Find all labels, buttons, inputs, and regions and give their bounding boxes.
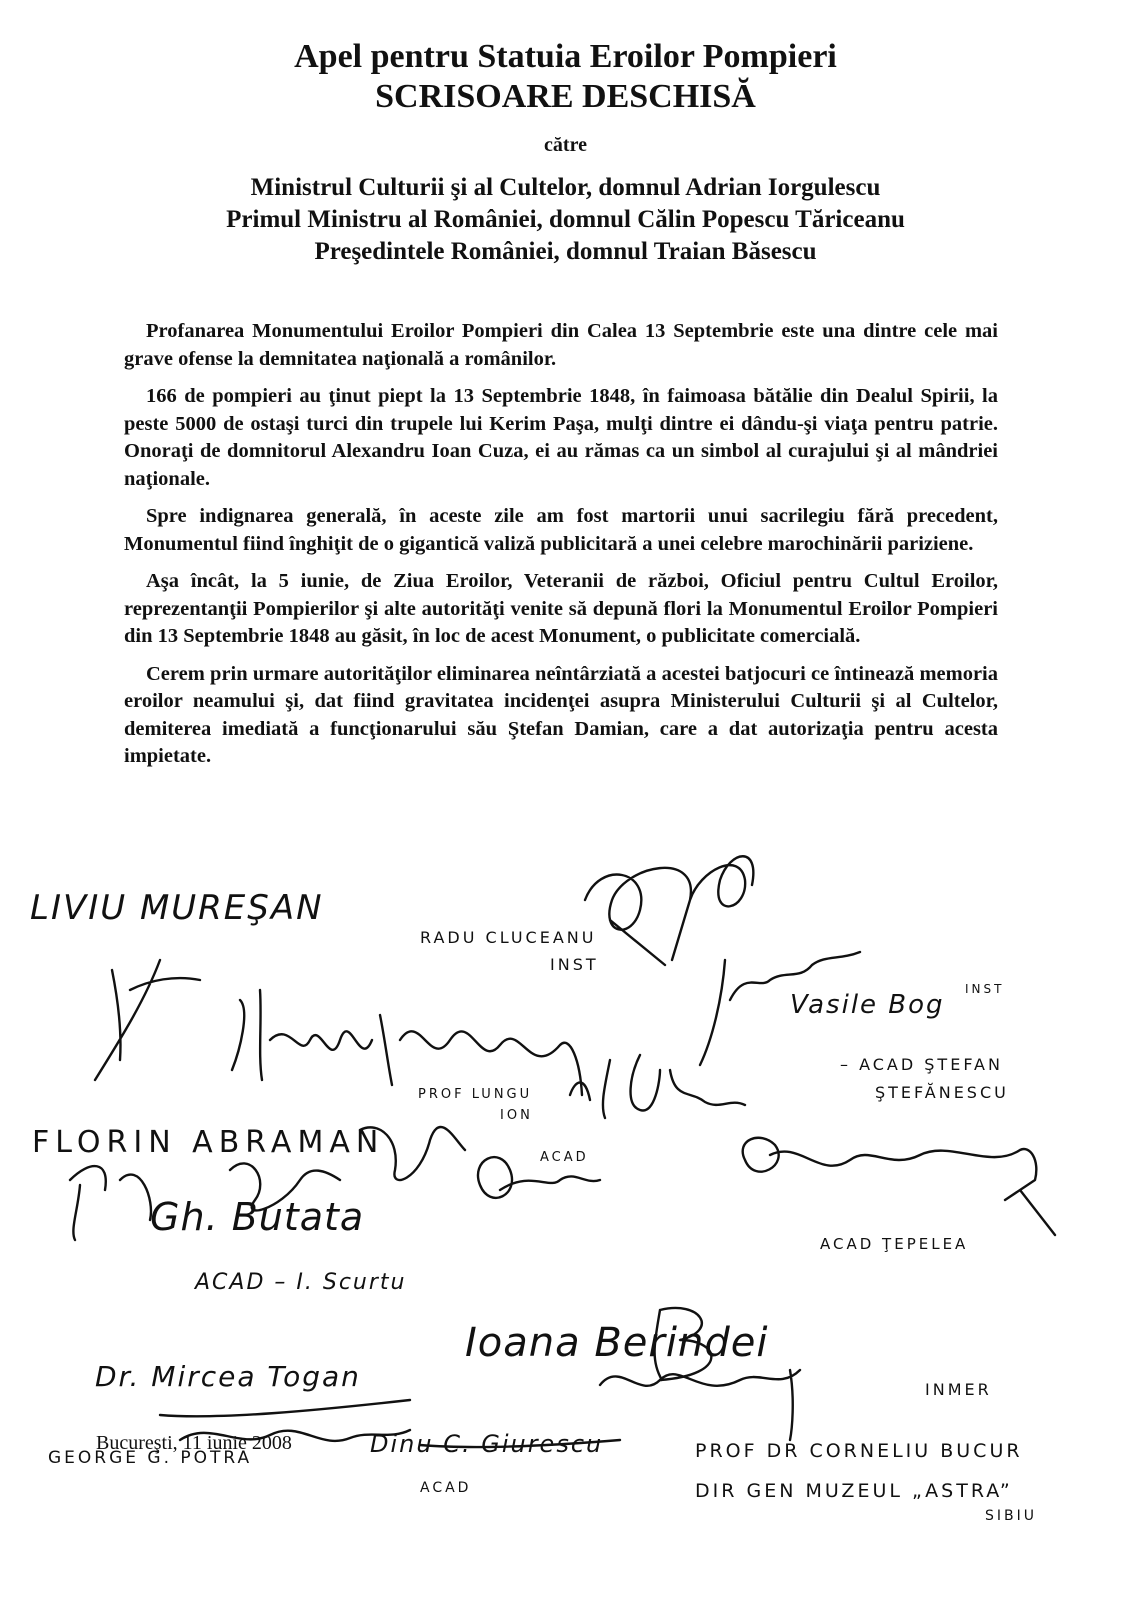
- signature-acad-label: ACAD: [540, 1150, 589, 1165]
- body-paragraph: Profanarea Monumentului Eroilor Pompieri din Calea 13 Septembrie este una dintre cele mai grave ofense la demnitatea naţională a românilor.: [124, 320, 998, 370]
- body-paragraph: Cerem prin urmare autorităţilor eliminarea neîntârziată a acestei batjocuri ce întinează memoria eroilor neamului şi, dat fiind gravitatea incidenţei asupra Ministerului Culturii şi al Cultelor, demiterea imediată a funcţionarului său Ştefan Damian, care a dat autorizaţia pentru acesta impietate.: [124, 662, 998, 767]
- signature-inmer-label: INMER: [925, 1380, 992, 1399]
- signature-butata: Gh. Butata: [150, 1195, 365, 1239]
- signature-ioana-berindei: Ioana Berindei: [465, 1320, 769, 1366]
- signature-giurescu-acad: ACAD: [420, 1480, 472, 1496]
- signature-mark: [585, 856, 753, 965]
- body-paragraph: Aşa încât, la 5 iunie, de Ziua Eroilor, Veteranii de război, Oficiul pentru Cultul Eroilor, reprezentanţii Pompierilor şi alte autorităţi venite să depună flori la Monumentul Eroilor Pompieri din 13 Septembrie 1848 au găsit, în loc de acest Monument, o publicitate comercială.: [124, 570, 998, 647]
- letter-body: [124, 318, 998, 781]
- letter-subtitle: SCRISOARE DESCHISĂ: [375, 78, 756, 115]
- body-paragraph: 166 de pompieri au ţinut piept la 13 Septembrie 1848, în faimoasa bătălie din Dealul Spirii, la peste 5000 de ostaşi turci din trupele lui Kerim Paşa, mulţi dintre ei dându-şi viaţa pentru patrie. Onoraţi de domnitorul Alexandru Ioan Cuza, ei au rămas ca un simbol al curajului şi al mândriei naţionale.: [124, 385, 998, 490]
- signatures-area: [0, 840, 1131, 1600]
- signature-radu-cluceanu: RADU CLUCEANU: [420, 928, 597, 947]
- signature-giurescu: Dinu C. Giurescu: [370, 1430, 604, 1458]
- recipient-prime-minister: Primul Ministru al României, domnul Călin Popescu Tăriceanu: [226, 206, 905, 233]
- signature-vasile-inst: INST: [965, 982, 1005, 996]
- body-paragraph: Spre indignarea generală, în aceste zile am fost martorii unui sacrilegiu fără precedent, Monumentul fiind înghiţit de o gigantică valiză publicitară a unei celebre marochinării pariziene.: [124, 505, 998, 555]
- recipient-minister-culture: Ministrul Culturii şi al Cultelor, domnul Adrian Iorgulescu: [250, 174, 881, 201]
- signature-bucur-city: SIBIU: [985, 1508, 1037, 1524]
- signature-vasile-bog: Vasile Bog: [790, 990, 945, 1020]
- signature-scurtu: ACAD – I. Scurtu: [195, 1270, 407, 1295]
- signature-mark: [570, 1055, 745, 1118]
- signature-george-potra: GEORGE G. POTRA: [48, 1448, 253, 1468]
- recipient-president: Preşedintele României, domnul Traian Băsescu: [314, 238, 817, 265]
- signature-lungu-title: PROF LUNGU: [418, 1087, 533, 1102]
- signature-mark: [743, 1138, 1055, 1235]
- signature-bucur-title: DIR GEN MUZEUL „ASTRA”: [695, 1480, 1013, 1502]
- letter-title: Apel pentru Statuia Eroilor Pompieri: [294, 38, 837, 75]
- signature-liviu-muresan: LIVIU MUREŞAN: [30, 888, 324, 928]
- signature-mircea-togan: Dr. Mircea Togan: [95, 1360, 361, 1393]
- signature-tepelea-label: ACAD ŢEPELEA: [820, 1235, 969, 1253]
- signature-lungu-name: ION: [500, 1108, 533, 1123]
- addressee-intro: către: [544, 134, 587, 156]
- signature-stefanescu-name: ŞTEFĂNESCU: [875, 1083, 1009, 1102]
- letter-date: Bucureşti, 11 iunie 2008: [96, 1432, 292, 1454]
- signature-radu-inst: INST: [550, 955, 599, 974]
- signature-bucur-name: PROF DR CORNELIU BUCUR: [695, 1440, 1023, 1462]
- signature-florin-abraman: FLORIN ABRAMAN: [32, 1125, 385, 1160]
- signature-stefanescu-title: – ACAD ŞTEFAN: [840, 1055, 1003, 1074]
- signature-mark: [95, 960, 582, 1095]
